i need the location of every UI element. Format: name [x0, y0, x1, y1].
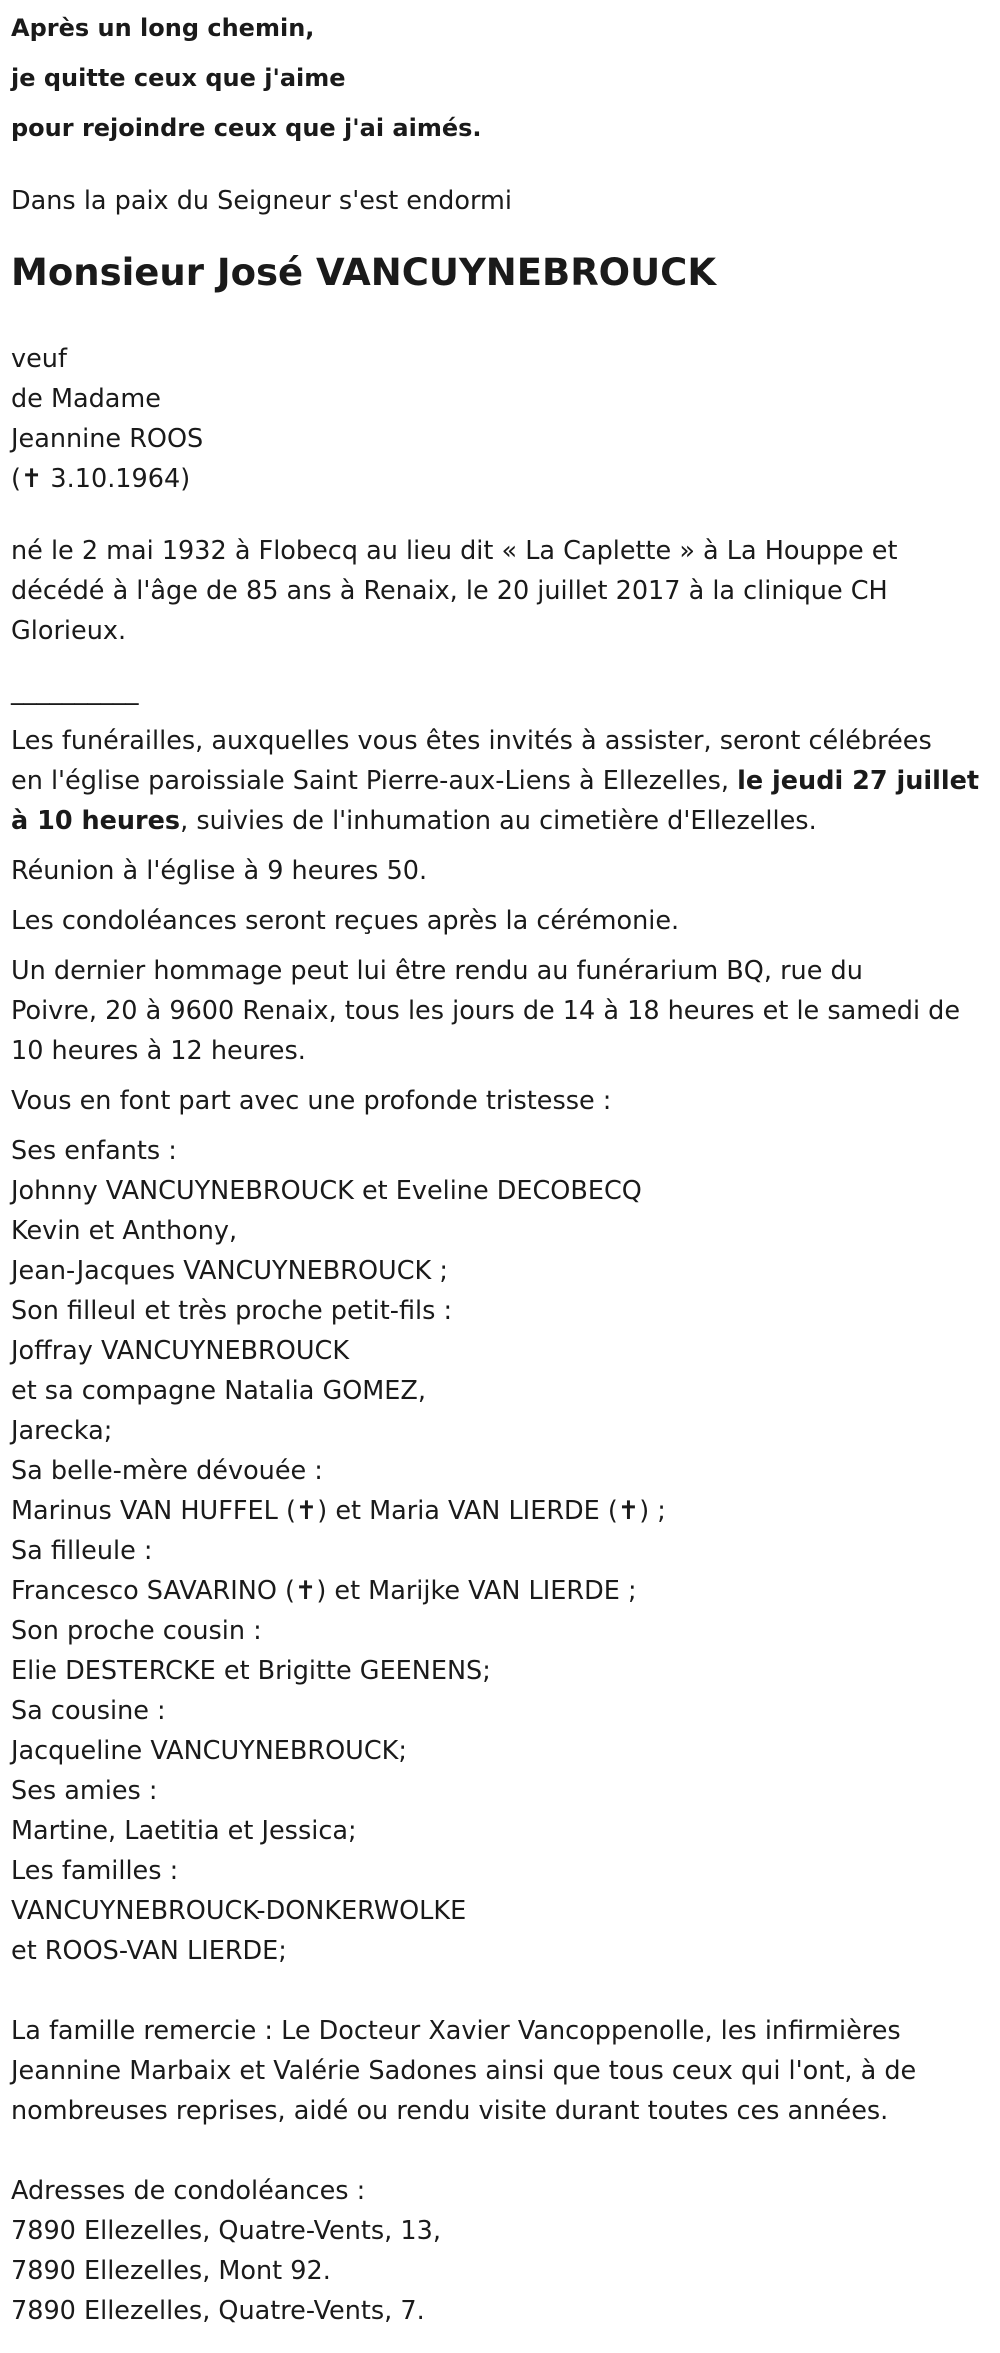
tribute-line: Un dernier hommage peut lui être rendu au funérarium BQ, rue du [11, 956, 863, 986]
family-line: Francesco SAVARINO (✝) et Marijke VAN LIERDE ; [11, 1576, 637, 1606]
family-line: Jean-Jacques VANCUYNEBROUCK ; [11, 1256, 448, 1286]
thanks-line: Jeannine Marbaix et Valérie Sadones ainsi que tous ceux qui l'ont, à de [11, 2056, 917, 2086]
thanks-line: La famille remercie : Le Docteur Xavier Vancoppenolle, les infirmières [11, 2016, 901, 2046]
family-list [11, 1131, 996, 1971]
tribute-line: 10 heures à 12 heures. [11, 1036, 306, 1066]
address-line: Adresses de condoléances : [11, 2176, 366, 2206]
opening-poem [11, 0, 996, 153]
deceased-name: Monsieur José VANCUYNEBROUCK [11, 251, 717, 294]
thanks-line: nombreuses reprises, aidé ou rendu visite durant toutes ces années. [11, 2096, 889, 2126]
birth-line: né le 2 mai 1932 à Flobecq au lieu dit « La Caplette » à La Houppe et [11, 536, 898, 566]
funeral-date: le jeudi 27 juillet [737, 766, 980, 796]
spouse-line: (✝ 3.10.1964) [11, 464, 191, 494]
separator: __________ [11, 676, 139, 706]
funeral-text: , suivies de l'inhumation au cimetière d'Ellezelles. [180, 806, 817, 836]
obituary-notice [11, 0, 996, 2331]
funeral-paragraph [11, 721, 996, 841]
poem-line: Après un long chemin, [11, 14, 315, 42]
funeral-text: en l'église paroissiale Saint Pierre-aux-Liens à Ellezelles, [11, 766, 738, 796]
family-line: Son filleul et très proche petit-fils : [11, 1296, 453, 1326]
spouse-line: de Madame [11, 384, 161, 414]
announce-text: Vous en font part avec une profonde tristesse : [11, 1086, 612, 1116]
tribute-line: Poivre, 20 à 9600 Renaix, tous les jours de 14 à 18 heures et le samedi de [11, 996, 961, 1026]
spouse-line: veuf [11, 344, 67, 374]
condolences-text: Les condoléances seront reçues après la cérémonie. [11, 906, 680, 936]
reunion-text: Réunion à l'église à 9 heures 50. [11, 856, 428, 886]
birth-line: Glorieux. [11, 616, 127, 646]
family-line: Jarecka; [11, 1416, 113, 1446]
family-line: Ses amies : [11, 1776, 158, 1806]
tribute-paragraph [11, 951, 996, 1071]
family-line: Son proche cousin : [11, 1616, 262, 1646]
family-line: Joffray VANCUYNEBROUCK [11, 1336, 350, 1366]
poem-line: je quitte ceux que j'aime [11, 64, 346, 92]
address-line: 7890 Ellezelles, Quatre-Vents, 7. [11, 2296, 425, 2326]
family-line: Martine, Laetitia et Jessica; [11, 1816, 357, 1846]
thanks-paragraph [11, 2011, 996, 2131]
family-line: Marinus VAN HUFFEL (✝) et Maria VAN LIERDE (✝) ; [11, 1496, 666, 1526]
family-line: Sa cousine : [11, 1696, 166, 1726]
poem-line: pour rejoindre ceux que j'ai aimés. [11, 114, 482, 142]
funeral-line [11, 801, 996, 841]
funeral-line: Les funérailles, auxquelles vous êtes invités à assister, seront célébrées [11, 726, 932, 756]
family-line: Elie DESTERCKE et Brigitte GEENENS; [11, 1656, 491, 1686]
birth-death-paragraph [11, 531, 996, 651]
funeral-time: à 10 heures [11, 806, 181, 836]
intro-text: Dans la paix du Seigneur s'est endormi [11, 186, 512, 216]
family-line: et ROOS-VAN LIERDE; [11, 1936, 287, 1966]
family-line: Sa filleule : [11, 1536, 153, 1566]
family-line: Ses enfants : [11, 1136, 177, 1166]
family-line: Johnny VANCUYNEBROUCK et Eveline DECOBECQ [11, 1176, 642, 1206]
spouse-line: Jeannine ROOS [11, 424, 204, 454]
spouse-block [11, 339, 996, 499]
family-line: Kevin et Anthony, [11, 1216, 238, 1246]
address-line: 7890 Ellezelles, Mont 92. [11, 2256, 331, 2286]
family-line: Sa belle-mère dévouée : [11, 1456, 323, 1486]
family-line: et sa compagne Natalia GOMEZ, [11, 1376, 426, 1406]
addresses-block [11, 2171, 996, 2331]
family-line: Jacqueline VANCUYNEBROUCK; [11, 1736, 407, 1766]
birth-line: décédé à l'âge de 85 ans à Renaix, le 20 juillet 2017 à la clinique CH [11, 576, 888, 606]
family-line: VANCUYNEBROUCK-DONKERWOLKE [11, 1896, 467, 1926]
family-line: Les familles : [11, 1856, 179, 1886]
funeral-line [11, 761, 996, 801]
address-line: 7890 Ellezelles, Quatre-Vents, 13, [11, 2216, 441, 2246]
